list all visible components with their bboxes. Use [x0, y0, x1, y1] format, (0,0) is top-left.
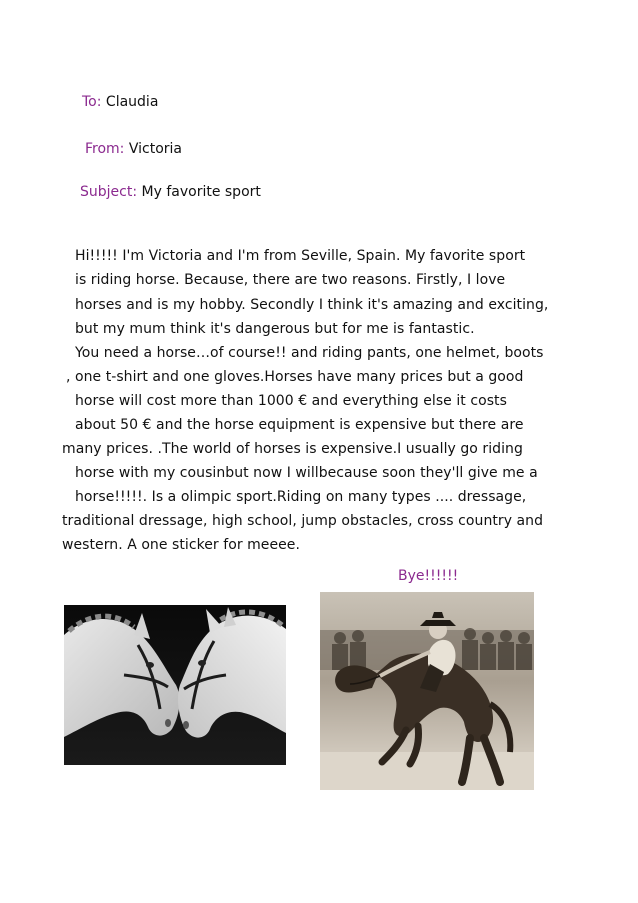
body-line-5: You need a horse…of course!! and riding pants, one helmet, boots: [75, 345, 544, 361]
signoff: Bye!!!!!!: [398, 568, 459, 584]
body-line-10: horse with my cousinbut now I willbecause soon they'll give me a: [75, 465, 538, 481]
body-line-2: is riding horse. Because, there are two reasons. Firstly, I love: [75, 272, 506, 288]
body-line-7: horse will cost more than 1000 € and everything else it costs: [75, 393, 507, 409]
body-line-1: Hi!!!!! I'm Victoria and I'm from Seville, Spain. My favorite sport: [75, 248, 526, 264]
body-line-3: horses and is my hobby. Secondly I think it's amazing and exciting,: [75, 297, 549, 313]
rider-photo: [320, 592, 534, 790]
from-label: From:: [85, 141, 125, 157]
body-line-12: traditional dressage, high school, jump obstacles, cross country and: [62, 513, 544, 529]
body-line-4: but my mum think it's dangerous but for me is fantastic.: [75, 321, 475, 337]
body-line-8: about 50 € and the horse equipment is expensive but there are: [75, 417, 524, 433]
to-line: [82, 93, 158, 111]
subject-line: [80, 183, 261, 201]
body-line-13: western. A one sticker for meeee.: [62, 537, 300, 553]
from-value: Victoria: [128, 141, 182, 157]
to-label: To:: [82, 94, 102, 110]
body-line-6: , one t-shirt and one gloves.Horses have many prices but a good: [66, 369, 524, 385]
body-line-11: horse!!!!!. Is a olimpic sport.Riding on many types .... dressage,: [75, 489, 527, 505]
subject-value: My favorite sport: [141, 184, 261, 200]
body-line-9: many prices. .The world of horses is expensive.I usually go riding: [62, 441, 523, 457]
two-horses-photo: [64, 605, 286, 765]
subject-label: Subject:: [80, 184, 138, 200]
from-line: [85, 140, 182, 158]
to-value: Claudia: [105, 94, 159, 110]
